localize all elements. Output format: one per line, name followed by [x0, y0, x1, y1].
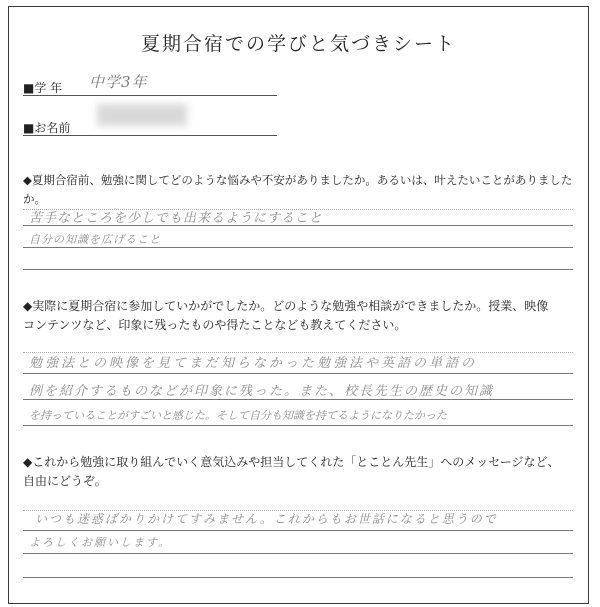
answer-rule	[23, 247, 573, 248]
answer-2-line-3: を持っていることがすごいと感じた。そして自分も知識を持てるようになりたかった	[29, 409, 447, 422]
question-3-line-1: ◆これから勉強に取り組んでいく意気込みや担当してくれた「とことん先生」へのメッセージなど、	[23, 455, 560, 469]
redacted-name	[97, 104, 187, 126]
question-3-line-2: 自由にどうぞ。	[23, 474, 107, 488]
answer-rule	[23, 225, 573, 226]
name-underline	[23, 135, 277, 136]
answer-3-line-2: よろしくお願いします。	[29, 536, 172, 549]
answer-1-line-2: 自分の知識を広げること	[29, 233, 161, 246]
answer-rule	[23, 425, 573, 426]
question-2-line-1: ◆実際に夏期合宿に参加していかがでしたか。どのような勉強や相談ができましたか。授業、映像	[23, 299, 549, 313]
grade-label: ■学 年	[23, 81, 63, 95]
grade-underline	[23, 95, 277, 96]
answer-rule	[23, 269, 573, 270]
page-title: 夏期合宿での学びと気づきシート	[140, 33, 456, 55]
question-1: ◆夏期合宿前、勉強に関してどのような悩みや不安がありましたか。あるいは、叶えたいことがありましたか。	[23, 173, 573, 206]
answer-rule	[23, 399, 573, 400]
answer-rule	[23, 553, 573, 554]
answer-3-line-1: いつも迷惑ばかりかけてすみません。これからもお世話になると思うので	[35, 512, 498, 526]
answer-2-line-2: 例を紹介するものなどが印象に残った。また、校長先生の歴史の知識	[29, 384, 495, 399]
answer-2-line-1: 勉強法との映像を見てまだ知らなかった勉強法や英語の単語の	[29, 356, 478, 371]
answer-rule	[23, 373, 573, 374]
answer-rule	[23, 577, 573, 578]
answer-rule	[23, 530, 573, 531]
name-label: ■お名前	[23, 121, 71, 135]
worksheet	[8, 6, 589, 604]
grade-value: 中学3年	[89, 73, 148, 91]
answer-1-line-1: 苦手なところを少しでも出来るようにすること	[29, 211, 324, 226]
question-2-line-2: コンテンツなど、印象に残ったものや得たことなども教えてください。	[23, 318, 407, 332]
